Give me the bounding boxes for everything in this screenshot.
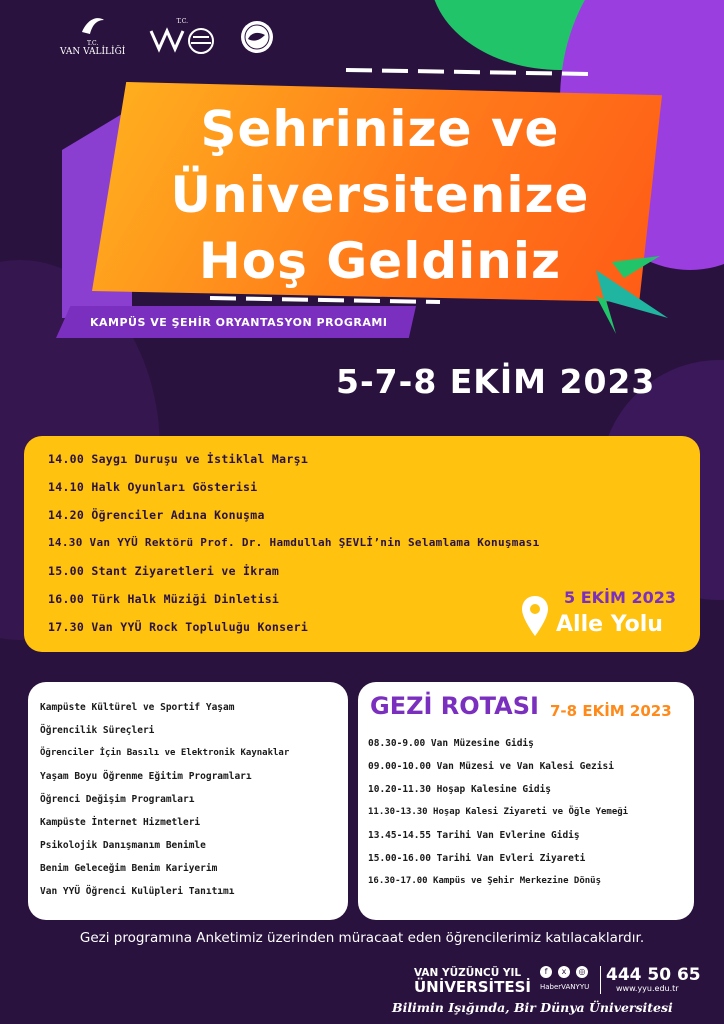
belediye-small-text: T.C. [176, 18, 188, 25]
university-name-line1: VAN YÜZÜNCÜ YIL [414, 967, 522, 979]
campus-topic-item: Psikolojik Danışmanım Benimle [40, 840, 206, 851]
gezi-item: 16.30-17.00 Kampüs ve Şehir Merkezine Dönüş [368, 876, 601, 886]
location-place: Alle Yolu [556, 612, 663, 637]
social-handle: HaberVANYYU [540, 983, 590, 991]
gezi-route-panel [358, 682, 694, 920]
university-slogan: Bilimin Işığında, Bir Dünya Üniversitesi [392, 1000, 673, 1015]
phone-number: 444 50 65 [606, 965, 701, 985]
website-link[interactable]: www.yyu.edu.tr [616, 984, 679, 993]
campus-topics-panel [28, 682, 348, 920]
campus-topic-item: Kampüste İnternet Hizmetleri [40, 817, 201, 828]
x-icon[interactable]: x [558, 966, 570, 978]
gezi-item: 15.00-16.00 Tarihi Van Evleri Ziyareti [368, 853, 586, 864]
location-pin-icon [520, 594, 550, 638]
title-line-2: Üniversitenize [170, 166, 590, 224]
campus-topic-item: Kampüste Kültürel ve Sportif Yaşam [40, 702, 235, 713]
schedule-item: 14.30 Van YYÜ Rektörü Prof. Dr. Hamdullah ŞEVLİ’nin Selamlama Konuşması [48, 536, 540, 549]
schedule-item: 14.00 Saygı Duruşu ve İstiklal Marşı [48, 452, 309, 466]
event-dates: 5-7-8 EKİM 2023 [336, 362, 656, 401]
campus-topic-item: Benim Geleceğim Benim Kariyerim [40, 863, 218, 874]
campus-topic-item: Yaşam Boyu Öğrenme Eğitim Programları [40, 771, 252, 782]
valilik-name: VAN VALİLİĞİ [60, 47, 126, 57]
schedule-item: 14.20 Öğrenciler Adına Konuşma [48, 508, 265, 522]
title-line-3: Hoş Geldiniz [198, 232, 562, 290]
gezi-item: 09.00-10.00 Van Müzesi ve Van Kalesi Gezisi [368, 761, 614, 772]
schedule-item: 16.00 Türk Halk Müziği Dinletisi [48, 592, 280, 606]
instagram-icon[interactable]: ◎ [576, 966, 588, 978]
footer-divider [600, 966, 601, 994]
facebook-icon[interactable]: f [540, 966, 552, 978]
gezi-item: 13.45-14.55 Tarihi Van Evlerine Gidiş [368, 830, 580, 841]
schedule-item: 14.10 Halk Oyunları Gösterisi [48, 480, 258, 494]
campus-topic-item: Öğrenciler İçin Basılı ve Elektronik Kaynaklar [40, 748, 290, 758]
gezi-item: 11.30-13.30 Hoşap Kalesi Ziyareti ve Öğle Yemeği [368, 807, 629, 817]
schedule-item: 15.00 Stant Ziyaretleri ve İkram [48, 564, 280, 578]
campus-topic-item: Öğrenci Değişim Programları [40, 794, 195, 805]
university-name-line2: ÜNİVERSİTESİ [414, 978, 531, 996]
application-notice: Gezi programına Anketimiz üzerinden müracaat eden öğrencilerimiz katılacaklardır. [79, 930, 645, 946]
campus-topic-item: Öğrencilik Süreçleri [40, 725, 155, 736]
program-subtitle: KAMPÜS VE ŞEHİR ORYANTASYON PROGRAMI [90, 316, 388, 329]
gezi-item: 10.20-11.30 Hoşap Kalesine Gidiş [368, 784, 552, 795]
gezi-title: GEZİ ROTASI [370, 692, 539, 720]
gezi-date: 7-8 EKİM 2023 [550, 702, 672, 720]
gezi-item: 08.30-9.00 Van Müzesine Gidiş [368, 738, 534, 749]
university-wordmark [414, 966, 531, 994]
social-icons [540, 966, 588, 978]
schedule-item: 17.30 Van YYÜ Rock Topluluğu Konseri [48, 620, 309, 634]
campus-topic-item: Van YYÜ Öğrenci Kulüpleri Tanıtımı [40, 886, 235, 897]
location-date: 5 EKİM 2023 [564, 588, 677, 607]
valilik-small-text: T.C. [87, 40, 99, 47]
title-line-1: Şehrinize ve [200, 100, 560, 158]
dash-decoration [0, 0, 724, 400]
